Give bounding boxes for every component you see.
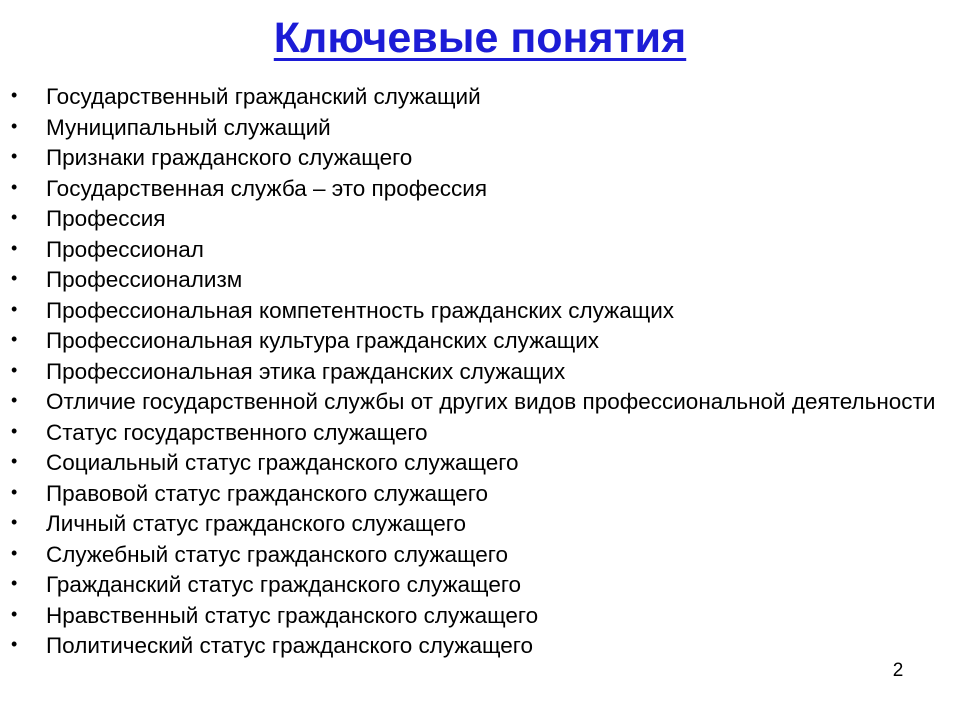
bullet-icon: •	[11, 176, 18, 197]
list-item-text: Статус государственного служащего	[46, 419, 428, 445]
list-item	[0, 572, 960, 598]
list-item	[0, 359, 960, 385]
list-item	[0, 633, 960, 659]
bullet-icon: •	[11, 237, 18, 258]
list-item-text: Правовой статус гражданского служащего	[46, 480, 488, 506]
list-item-text: Профессионализм	[46, 267, 243, 292]
list-item	[0, 542, 960, 568]
list-item	[0, 420, 960, 446]
list-item-text: Служебный статус гражданского служащего	[46, 541, 509, 567]
list-item-text: Признаки гражданского служащего	[46, 145, 413, 170]
list-item-text: Муниципальный служащий	[46, 114, 331, 140]
bullet-icon: •	[11, 115, 18, 136]
bullet-icon: •	[11, 268, 18, 288]
list-item	[0, 206, 960, 232]
list-item	[0, 328, 960, 354]
bullet-icon: •	[11, 420, 18, 441]
list-item	[0, 237, 960, 263]
bullet-icon: •	[11, 512, 18, 532]
bullet-icon: •	[11, 85, 18, 105]
list-item	[0, 603, 960, 629]
page-number: 2	[892, 660, 904, 681]
list-item-text: Политический статус гражданского служащего	[46, 633, 533, 658]
list-item	[0, 115, 960, 141]
bullet-icon: •	[11, 359, 18, 380]
list-item	[0, 176, 960, 202]
bullet-icon: •	[11, 451, 18, 471]
bullet-icon: •	[11, 573, 18, 593]
list-item-text: Нравственный статус гражданского служащего	[46, 602, 539, 628]
bullet-icon: •	[11, 298, 18, 319]
list-item-text: Государственный гражданский служащий	[46, 84, 481, 109]
list-item	[0, 298, 960, 324]
list-item-text: Профессиональная компетентность гражданских служащих	[46, 297, 675, 323]
bullet-icon: •	[11, 329, 18, 349]
list-item	[0, 145, 960, 171]
key-concepts-list	[0, 84, 960, 664]
list-item	[0, 389, 960, 415]
slide-title: Ключевые понятия	[273, 14, 687, 62]
bullet-icon: •	[11, 542, 18, 563]
bullet-icon: •	[11, 603, 18, 624]
bullet-icon: •	[11, 207, 18, 227]
bullet-icon: •	[11, 390, 18, 410]
list-item-text: Профессионал	[46, 236, 204, 262]
list-item-text: Профессиональная культура гражданских служащих	[46, 328, 600, 353]
list-item-text: Профессиональная этика гражданских служащих	[46, 358, 566, 384]
list-item-text: Отличие государственной службы от других видов профессиональной деятельности	[46, 389, 936, 414]
list-item	[0, 450, 960, 476]
bullet-icon: •	[11, 146, 18, 166]
bullet-icon: •	[11, 481, 18, 502]
list-item	[0, 267, 960, 293]
list-item-text: Социальный статус гражданского служащего	[46, 450, 519, 475]
list-item	[0, 84, 960, 110]
list-item-text: Гражданский статус гражданского служащего	[46, 572, 522, 597]
list-item-text: Государственная служба – это профессия	[46, 175, 488, 201]
list-item-text: Профессия	[46, 206, 166, 231]
list-item	[0, 481, 960, 507]
list-item-text: Личный статус гражданского служащего	[46, 511, 466, 536]
bullet-icon: •	[11, 634, 18, 654]
list-item	[0, 511, 960, 537]
